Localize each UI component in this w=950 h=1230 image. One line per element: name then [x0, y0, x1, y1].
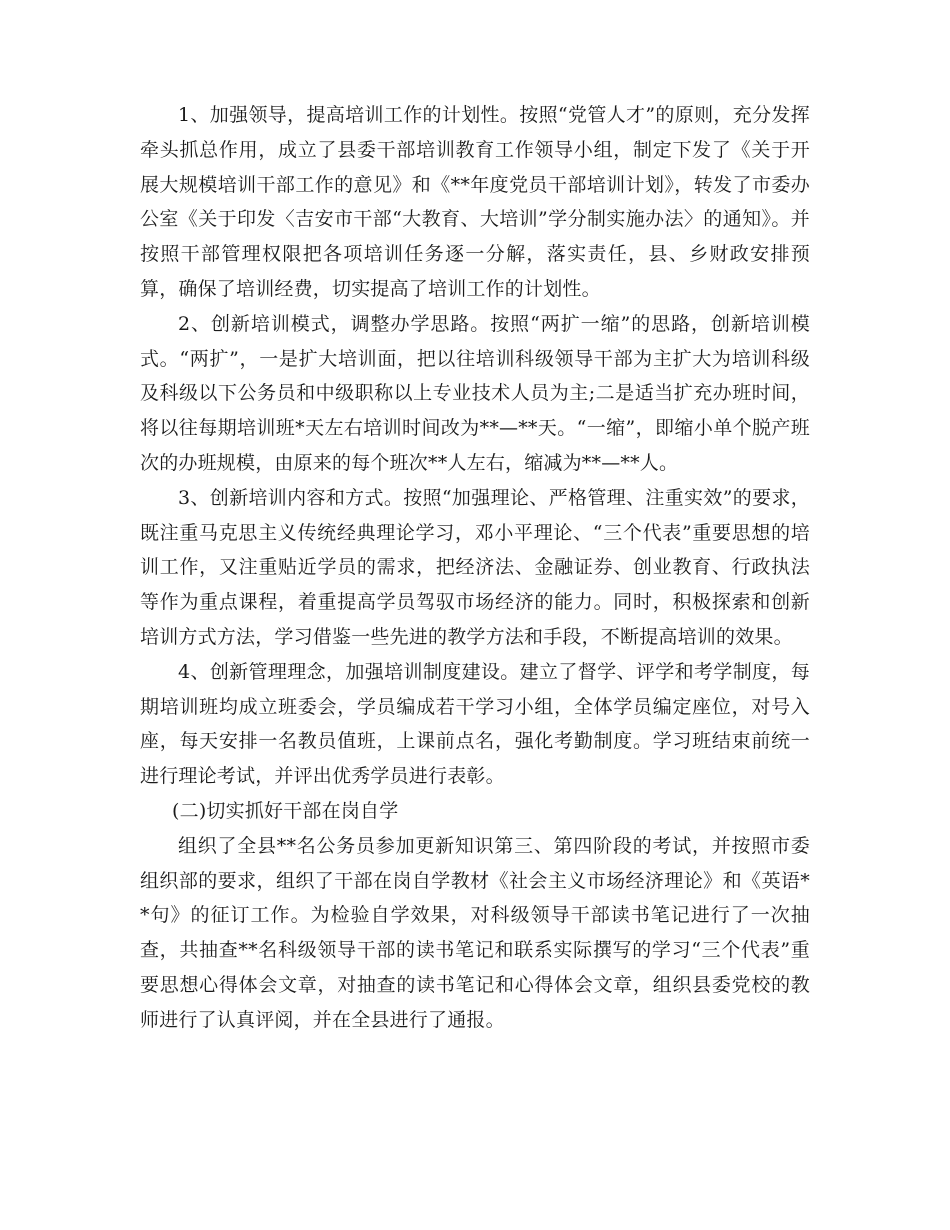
paragraph-management: 4、创新管理理念，加强培训制度建设。建立了督学、评学和考学制度，每期培训班均成立班委会，学员编成若干学习小组，全体学员编定座位，对号入座，每天安排一名教员值班，上课前点名，强化考勤制度。学习班结束前统一进行理论考试，并评出优秀学员进行表彰。: [140, 660, 810, 788]
section-heading-self-study: (二)切实抓好干部在岗自学: [172, 799, 399, 822]
paragraph-leadership: 1、加强领导，提高培训工作的计划性。按照“党管人才”的原则，充分发挥牵头抓总作用，成立了县委干部培训教育工作领导小组，制定下发了《关于开展大规模培训干部工作的意见》和《**年度党员干部培训计划》，转发了市委办公室《关于印发〈吉安市干部“大教育、大培训”学分制实施办法〉的通知》。并按照干部管理权限把各项培训任务逐一分解，落实责任，县、乡财政安排预算，确保了培训经费，切实提高了培训工作的计划性。: [140, 104, 810, 300]
paragraph-self-study: 组织了全县**名公务员参加更新知识第三、第四阶段的考试，并按照市委组织部的要求，组织了干部在岗自学教材《社会主义市场经济理论》和《英语**句》的征订工作。为检验自学效果，对科级领导干部读书笔记进行了一次抽查，共抽查**名科级领导干部的读书笔记和联系实际撰写的学习“三个代表”重要思想心得体会文章，对抽查的读书笔记和心得体会文章，组织县委党校的教师进行了认真评阅，并在全县进行了通报。: [140, 834, 810, 1031]
paragraph-training-content: 3、创新培训内容和方式。按照“加强理论、严格管理、注重实效”的要求，既注重马克思主义传统经典理论学习，邓小平理论、“三个代表”重要思想的培训工作，又注重贴近学员的需求，把经济法、金融证券、创业教育、行政执法等作为重点课程，着重提高学员驾驭市场经济的能力。同时，积极探索和创新培训方式方法，学习借鉴一些先进的教学方法和手段，不断提高培训的效果。: [140, 486, 810, 648]
paragraph-training-model: 2、创新培训模式，调整办学思路。按照“两扩一缩”的思路，创新培训模式。“两扩”，一是扩大培训面，把以往培训科级领导干部为主扩大为培训科级及科级以下公务员和中级职称以上专业技术人员为主;二是适当扩充办班时间，将以往每期培训班*天左右培训时间改为**—**天。“一缩”，即缩小单个脱产班次的办班规模，由原来的每个班次**人左右，缩减为**—**人。: [140, 312, 810, 474]
document-page: [140, 98, 810, 1038]
